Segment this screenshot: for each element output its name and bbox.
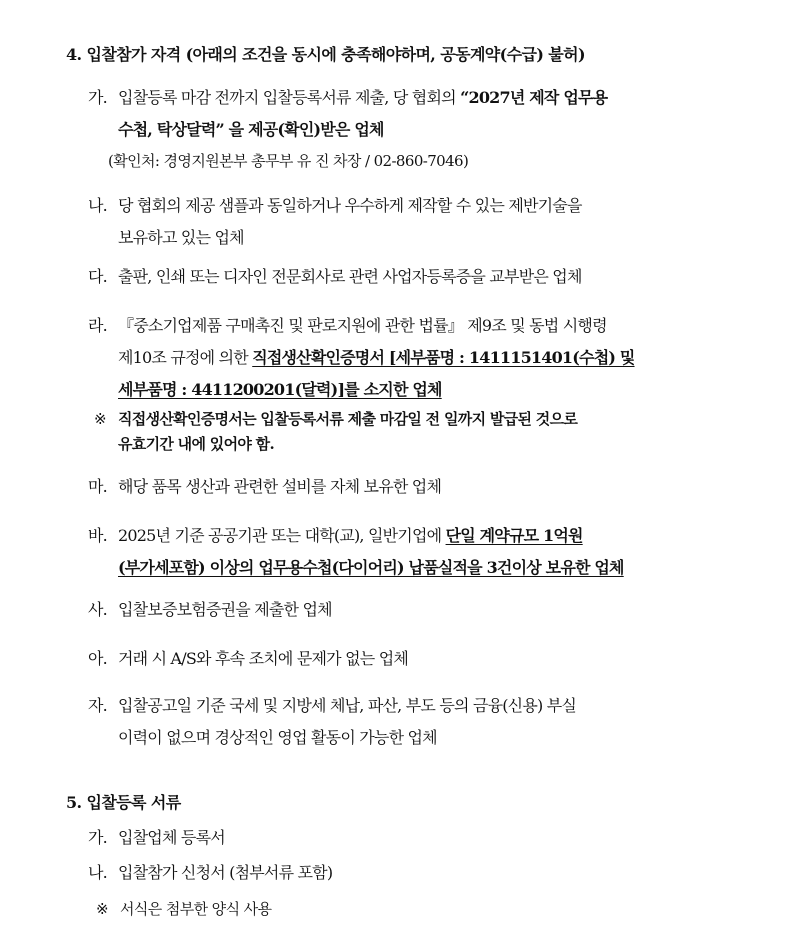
item-aa-marker: 아.: [88, 649, 107, 668]
item-ba-text-1: 2025년 기준 공공기관 또는 대학(교), 일반기업에: [118, 526, 446, 545]
item-ma-line-1: [88, 471, 728, 503]
item-na-text-1: 당 협회의 제공 샘플과 동일하거나 우수하게 제작할 수 있는 제반기술을: [118, 196, 582, 215]
item-sa-text-1: 입찰보증보험증권을 제출한 업체: [118, 600, 332, 619]
certificate-note-line-1: [94, 408, 577, 429]
qualification-item-ma: [88, 471, 728, 503]
qualification-item-sa: [88, 594, 728, 626]
qualification-item-aa: [88, 643, 728, 675]
doc-item-na-text: 입찰참가 신청서 (첨부서류 포함): [118, 863, 333, 882]
doc-item-ga-line-1: [88, 822, 728, 854]
item-ga-product-name: “2027년 제작 업무용: [460, 88, 608, 107]
item-ga-marker: 가.: [88, 88, 107, 107]
section-4-title: 4. 입찰참가 자격: [66, 45, 181, 64]
item-sa-marker: 사.: [88, 600, 107, 619]
item-ja-text-1: 입찰공고일 기준 국세 및 지방세 체납, 파산, 부도 등의 금융(신용) 부실: [118, 696, 577, 715]
item-ra-line-1: [88, 310, 728, 342]
section-4-heading: [66, 42, 585, 65]
item-ra-line-2: [88, 342, 728, 374]
item-sa-line-1: [88, 594, 728, 626]
item-na-line-1: [88, 190, 728, 222]
doc-item-ga-marker: 가.: [88, 828, 107, 847]
certificate-note-text-1: 직접생산확인증명서는 입찰등록서류 제출 마감일 전 일까지 발급된 것으로: [118, 410, 578, 428]
certificate-note-line-2: 유효기간 내에 있어야 함.: [118, 435, 274, 453]
qualification-item-da: [88, 261, 728, 293]
qualification-item-ja: [88, 690, 728, 754]
item-ga-line-2: [88, 114, 728, 146]
contact-info: (확인처: 경영지원본부 총무부 유 진 차장 / 02-860-7046): [108, 152, 469, 170]
form-note-mark-icon: ※: [96, 900, 108, 918]
item-ga-product-name-cont: 수첩, 탁상달력”: [118, 120, 224, 139]
item-ja-line-1: [88, 690, 728, 722]
document-item-na: [88, 857, 728, 889]
item-ra-certificate: 직접생산확인증명서 [세부품명 : 1411151401(수첩) 및: [252, 348, 635, 367]
item-ra-line-3: [88, 374, 728, 406]
item-ba-line-2: [88, 552, 728, 584]
item-ja-line-2: 이력이 없으며 경상적인 영업 활동이 가능한 업체: [118, 728, 437, 747]
item-ga-line-1: [88, 82, 728, 114]
section-5-title: 5. 입찰등록 서류: [66, 793, 181, 812]
item-na-line-2: 보유하고 있는 업체: [118, 228, 244, 247]
item-ja-marker: 자.: [88, 696, 107, 715]
item-na-marker: 나.: [88, 196, 107, 215]
document-item-ga: [88, 822, 728, 854]
item-ba-marker: 바.: [88, 526, 107, 545]
qualification-item-ga: [88, 82, 728, 146]
section-4-title-note: (아래의 조건을 동시에 충족해야하며, 공동계약(수급) 불허): [185, 45, 585, 64]
item-ma-text-1: 해당 품목 생산과 관련한 설비를 자체 보유한 업체: [118, 477, 442, 496]
item-ga-text-1: 입찰등록 마감 전까지 입찰등록서류 제출, 당 협회의: [118, 88, 461, 107]
doc-item-na-line-1: [88, 857, 728, 889]
qualification-item-ra: [88, 310, 728, 406]
item-da-line-1: [88, 261, 728, 293]
item-ba-contract-size: 단일 계약규모 1억원: [445, 526, 583, 545]
item-da-text-1: 출판, 인쇄 또는 디자인 전문회사로 관련 사업자등록증을 교부받은 업체: [118, 267, 582, 286]
qualification-item-ba: [88, 520, 728, 584]
qualification-item-na: [88, 190, 728, 254]
doc-item-na-marker: 나.: [88, 863, 107, 882]
form-note: [96, 898, 271, 919]
form-note-text: 서식은 첨부한 양식 사용: [120, 900, 272, 918]
item-ba-delivery-record: (부가세포함) 이상의 업무용수첩(다이어리) 납품실적을 3건이상 보유한 업체: [118, 558, 624, 577]
item-ra-text-2: 제10조 규정에 의한: [118, 348, 253, 367]
item-ra-marker: 라.: [88, 316, 107, 335]
item-aa-text-1: 거래 시 A/S와 후속 조치에 문제가 없는 업체: [118, 649, 409, 668]
item-ra-certificate-cont: 세부품명 : 4411200201(달력)]를 소지한 업체: [118, 380, 442, 399]
item-ma-marker: 마.: [88, 477, 107, 496]
reference-mark-icon: ※: [94, 410, 106, 428]
item-da-marker: 다.: [88, 267, 107, 286]
item-ba-line-1: [88, 520, 728, 552]
section-5-heading: [66, 790, 181, 813]
item-aa-line-1: [88, 643, 728, 675]
item-ga-text-2: 을 제공(확인)받은 업체: [223, 120, 384, 139]
doc-item-ga-text: 입찰업체 등록서: [118, 828, 225, 847]
item-ra-text-1: 『중소기업제품 구매촉진 및 판로지원에 관한 법률』 제9조 및 동법 시행령: [118, 316, 607, 335]
